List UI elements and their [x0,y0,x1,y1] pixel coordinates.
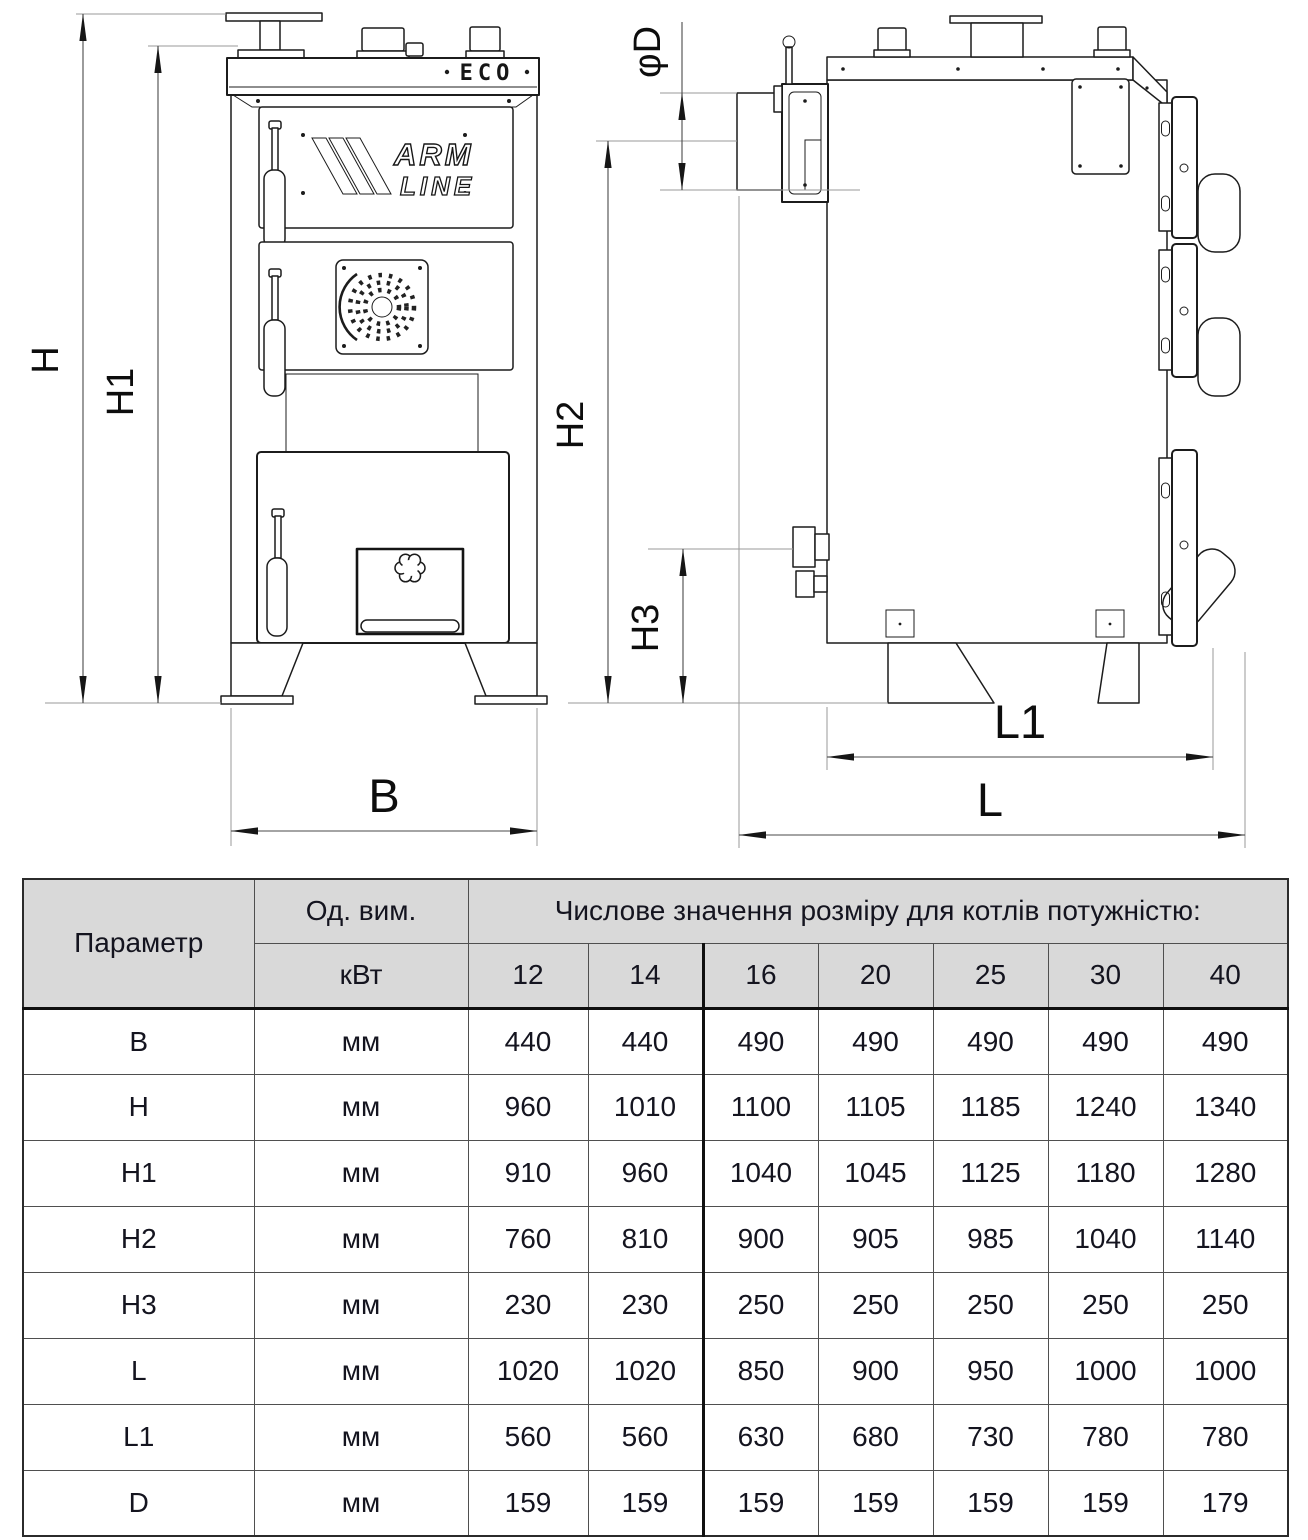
value-cell: 985 [933,1206,1048,1272]
dim-label-D: φD [627,25,669,79]
param-cell: L [23,1338,254,1404]
front-left-leg [231,643,303,696]
unit-cell: мм [254,1404,468,1470]
side-middle-door-hinge [1159,244,1240,396]
lower-door-edge [1172,450,1197,646]
value-cell: 490 [1163,1008,1288,1074]
value-cell: 490 [703,1008,818,1074]
value-cell: 780 [1048,1404,1163,1470]
value-cell: 1140 [1163,1206,1288,1272]
power-header-cell: 40 [1163,943,1288,1008]
param-cell: L1 [23,1404,254,1470]
flue-outlet [737,36,828,202]
unit-cell: мм [254,1140,468,1206]
param-cell: B [23,1008,254,1074]
side-front-leg [1098,643,1139,703]
param-cell: H1 [23,1140,254,1206]
dim-label-H3: H3 [625,603,667,653]
eco-badge-text: ECO [459,61,515,86]
damper-lever-ring [783,36,795,48]
front-chimney-collar [238,50,304,58]
value-cell: 1180 [1048,1140,1163,1206]
value-cell: 730 [933,1404,1048,1470]
table-row-B [23,1008,1288,1074]
dim-label-L1: L1 [993,695,1047,748]
table-row-H3 [23,1272,1288,1338]
value-cell: 230 [468,1272,588,1338]
value-cell: 850 [703,1338,818,1404]
air-intake-vent [336,260,428,354]
front-chimney-stem [260,21,280,50]
power-header-cell: 12 [468,943,588,1008]
value-cell: 159 [933,1470,1048,1536]
col-header-unit: Од. вим. [254,879,468,943]
param-cell: H3 [23,1272,254,1338]
upper-door-side-handle [1198,174,1240,252]
value-cell: 910 [468,1140,588,1206]
table-row-H [23,1074,1288,1140]
value-cell: 680 [818,1404,933,1470]
side-lower-door-hinge [1156,450,1242,646]
value-cell: 780 [1163,1404,1288,1470]
front-chimney-flange [226,13,322,21]
side-upper-door-hinge [1159,97,1240,252]
value-cell: 1010 [588,1074,703,1140]
front-cap-right [470,27,500,51]
value-cell: 900 [818,1338,933,1404]
value-cell: 250 [933,1272,1048,1338]
power-header-cell: 16 [703,943,818,1008]
value-cell: 950 [933,1338,1048,1404]
unit-cell: мм [254,1470,468,1536]
dim-label-H: H [25,346,67,374]
value-cell: 1105 [818,1074,933,1140]
dim-label-B: B [368,769,400,822]
drain-port [796,571,814,597]
table-row-H2 [23,1206,1288,1272]
value-cell: 1100 [703,1074,818,1140]
unit-cell: мм [254,1338,468,1404]
col-header-param: Параметр [23,879,254,1008]
value-cell: 630 [703,1404,818,1470]
unit-cell: мм [254,1206,468,1272]
side-chimney-stem [971,23,1023,57]
value-cell: 250 [703,1272,818,1338]
value-cell: 1020 [588,1338,703,1404]
side-control-plate [1072,79,1129,174]
boiler-side-view [737,16,1242,703]
dim-label-L: L [976,773,1004,826]
dim-label-H1: H1 [100,367,142,417]
side-chimney-flange [950,16,1042,23]
value-cell: 1040 [703,1140,818,1206]
logo-text-line: LINE [400,171,476,201]
unit-cell: мм [254,1074,468,1140]
damper-lever-rod [786,47,792,84]
value-cell: 440 [468,1008,588,1074]
value-cell: 159 [818,1470,933,1536]
table-row-D [23,1470,1288,1536]
value-cell: 250 [818,1272,933,1338]
side-top-panel [827,57,1133,80]
value-cell: 250 [1163,1272,1288,1338]
value-cell: 1340 [1163,1074,1288,1140]
power-header-cell: 20 [818,943,933,1008]
value-cell: 1000 [1048,1338,1163,1404]
value-cell: 900 [703,1206,818,1272]
upper-door-edge [1172,97,1197,238]
power-header-cell: 14 [588,943,703,1008]
value-cell: 230 [588,1272,703,1338]
boiler-front-view [221,13,547,704]
side-cap-left [878,28,906,51]
flower-cutout-icon [395,554,425,582]
value-cell: 159 [1048,1470,1163,1536]
value-cell: 440 [588,1008,703,1074]
return-port [793,527,815,567]
param-cell: H2 [23,1206,254,1272]
dim-label-H2: H2 [550,400,592,450]
value-cell: 1240 [1048,1074,1163,1140]
value-cell: 960 [588,1140,703,1206]
unit-cell: мм [254,1008,468,1074]
ash-opening [357,549,463,634]
power-header-cell: 25 [933,943,1048,1008]
unit-header-cell: кВт [254,943,468,1008]
value-cell: 560 [588,1404,703,1470]
table-row-H1 [23,1140,1288,1206]
front-upper-door [259,107,513,228]
value-cell: 490 [818,1008,933,1074]
table-row-L1 [23,1404,1288,1470]
value-cell: 905 [818,1206,933,1272]
front-right-foot [475,696,547,704]
value-cell: 159 [703,1470,818,1536]
param-cell: H [23,1074,254,1140]
front-left-foot [221,696,293,704]
middle-door-edge [1172,244,1197,377]
value-cell: 1040 [1048,1206,1163,1272]
value-cell: 1185 [933,1074,1048,1140]
unit-cell: мм [254,1272,468,1338]
dimension-table-body [23,1008,1288,1536]
value-cell: 179 [1163,1470,1288,1536]
front-knob [406,43,423,56]
value-cell: 490 [1048,1008,1163,1074]
param-cell: D [23,1470,254,1536]
front-right-leg [465,643,537,696]
front-cap-middle-base [357,51,409,58]
side-cap-left-base [874,50,910,57]
value-cell: 960 [468,1074,588,1140]
front-cap-middle [362,28,404,51]
value-cell: 760 [468,1206,588,1272]
side-back-leg [888,643,994,703]
value-cell: 810 [588,1206,703,1272]
value-cell: 490 [933,1008,1048,1074]
middle-door-side-handle [1198,318,1240,396]
side-cap-right [1098,27,1126,51]
side-cap-right-base [1094,50,1130,57]
dimension-table [22,878,1289,1537]
logo-text-arm: ARM [394,137,474,172]
front-cap-right-base [466,51,504,58]
value-cell: 1280 [1163,1140,1288,1206]
value-cell: 1045 [818,1140,933,1206]
power-header-cell: 30 [1048,943,1163,1008]
value-cell: 560 [468,1404,588,1470]
flue-bracket [774,86,782,112]
value-cell: 1020 [468,1338,588,1404]
value-cell: 250 [1048,1272,1163,1338]
value-cell: 1125 [933,1140,1048,1206]
rear-water-ports [793,527,829,597]
value-cell: 159 [588,1470,703,1536]
col-header-values: Числове значення розміру для котлів потужністю: [468,879,1288,943]
value-cell: 1000 [1163,1338,1288,1404]
value-cell: 159 [468,1470,588,1536]
table-row-L [23,1338,1288,1404]
